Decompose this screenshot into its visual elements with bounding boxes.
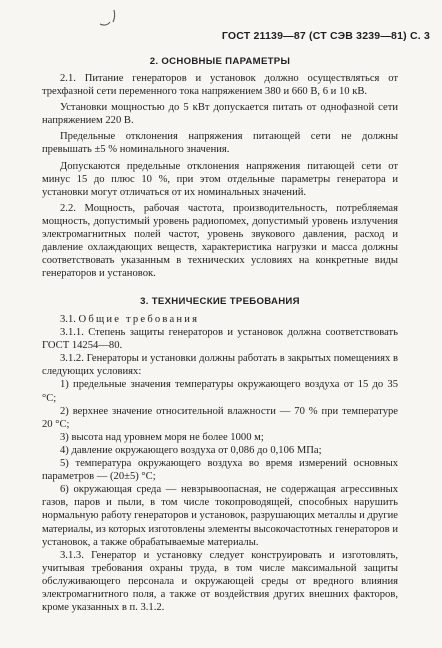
section-2-body bbox=[42, 72, 398, 280]
page-header: ГОСТ 21139—87 (СТ СЭВ 3239—81) С. 3 bbox=[221, 30, 430, 42]
condition-item: 6) окружающая среда — невзрывоопасная, не содержащая агрессивных газов, паров и пыли, в том числе токопроводящей, способных нарушить нормальную работу генераторов и установок, разрушающих металлы и другие материалы, из которых изготовлены элементы высокочастотных генераторов и установок, а также обрабатываемые материалы. bbox=[42, 484, 398, 548]
paragraph-2-1: 2.1. Питание генераторов и установок должно осуществляться от трехфазной сети переменного тока напряжением 380 и 660 В, 6 и 10 кВ. bbox=[42, 73, 398, 98]
condition-item: 2) верхнее значение относительной влажности — 70 % при температуре 20 °С; bbox=[42, 405, 398, 430]
condition-item: 1) предельные значения температуры окружающего воздуха от 15 до 35 °С; bbox=[42, 379, 398, 404]
paragraph-3-1-1: 3.1.1. Степень защиты генераторов и установок должна соответствовать ГОСТ 14254—80. bbox=[42, 327, 398, 352]
subsection-number: 3.1. bbox=[60, 314, 76, 325]
paragraph-2-1-b: Установки мощностью до 5 кВт допускается питать от однофазной сети напряжением 220 В. bbox=[42, 102, 398, 127]
subsection-title: Общие требования bbox=[78, 314, 200, 325]
paragraph-2-2: 2.2. Мощность, рабочая частота, производительность, потребляемая мощность, допустимый уровень радиопомех, допустимый уровень излучения электромагнитных полей частот, уровень звукового давления, расход и давление охлаждающих веществ, характеристика нагрузки и масса должны соответствовать указанным в технических условиях на конкретные виды генераторов и установок. bbox=[42, 202, 398, 280]
paragraph-2-1-d: Допускаются предельные отклонения напряжения питающей сети от минус 15 до плюс 10 %, при этом отдельные параметры генератора и установки могут отличаться от их номинальных значений. bbox=[42, 160, 398, 198]
paragraph-3-1-3: 3.1.3. Генератор и установку следует конструировать и изготовлять, учитывая требования охраны труда, в том числе максимальной защиты обслуживающего персонала и окружающей среды от вредного влияния электромагнитного поля, а также от воздействия других внешних факторов, кроме указанных в п. 3.1.2. bbox=[42, 549, 398, 614]
condition-item: 3) высота над уровнем моря не более 1000 м; bbox=[60, 431, 264, 443]
paragraph-2-1-c: Предельные отклонения напряжения питающей сети не должны превышать ±5 % номинального значения. bbox=[42, 131, 398, 156]
section-3-heading bbox=[42, 295, 398, 308]
condition-item: 4) давление окружающего воздуха от 0,086 до 0,106 МПа; bbox=[60, 444, 322, 456]
handwritten-mark bbox=[96, 8, 126, 30]
paragraph-3-1-2: 3.1.2. Генераторы и установки должны работать в закрытых помещениях в следующих условиях: bbox=[42, 353, 398, 378]
section-2-heading bbox=[42, 55, 398, 68]
section-3-body bbox=[42, 313, 398, 614]
subsection-3-1-heading bbox=[42, 313, 398, 326]
section-title: 3. ТЕХНИЧЕСКИЕ ТРЕБОВАНИЯ bbox=[140, 296, 300, 307]
section-title: 2. ОСНОВНЫЕ ПАРАМЕТРЫ bbox=[149, 56, 291, 67]
condition-item: 5) температура окружающего воздуха во время измерений основных параметров — (20±5) °С; bbox=[42, 458, 398, 483]
